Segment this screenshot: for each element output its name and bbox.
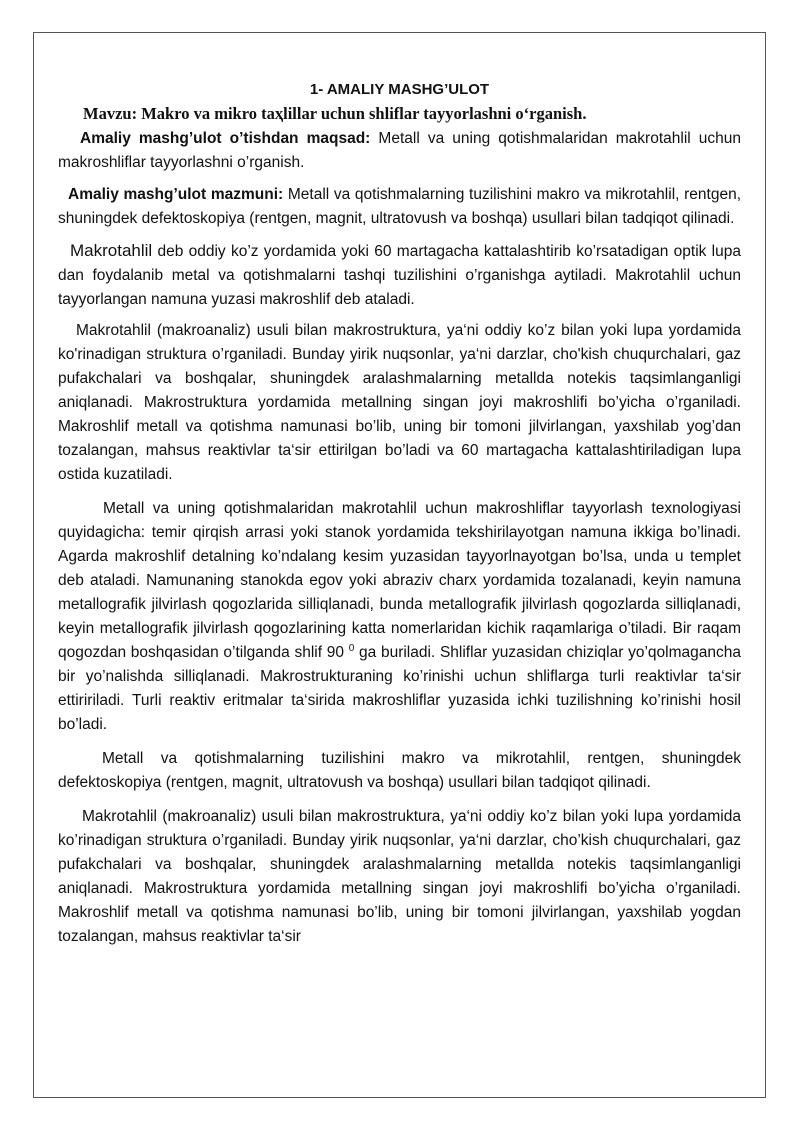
macroanalysis-paragraph: Makrotahlil (makroanaliz) usuli bilan makrostruktura, ya‘ni oddiy ko’z bilan yoki lupa yordamida ko'rinadigan struktura o’rganiladi. Bunday yirik nuqsonlar, ya‘ni darzlar, cho'kish chuqurchalari, gaz pufakchalari va boshqalar, shuningdek aralashmalarning metallda notekis taqsimlanganligi aniqlanadi. Makrostruktura yordamida metallning singan joyi makroshlifi bo’yicha o’rganiladi. Makroshlif metall va qotishma namunasi bo’lib, uning bir tomoni jilvirlangan, yaxshilab yog’dan tozalangan, mahsus reaktivlar ta‘sir ettirilgan bo’ladi va 60 martagacha kattalashtiriladigan lupa ostida kuzatiladi.	[58, 322, 741, 483]
document-topic: Mavzu: Makro va mikro taҳlillar uchun shliflar tayyorlashni oʻrganish.	[83, 104, 587, 123]
content-label: Amaliy mashg’ulot mazmuni:	[68, 186, 284, 203]
technology-paragraph	[58, 497, 741, 737]
document-body	[58, 78, 741, 949]
methods-paragraph: Metall va qotishmalarning tuzilishini makro va mikrotahlil, rentgen, shuningdek defektoskopiya (rentgen, magnit, ultratovush va boshqa) usullari bilan tadqiqot qilinadi.	[58, 750, 741, 791]
document-title: 1- AMALIY MASHG’ULOT	[309, 81, 490, 98]
macro-definition-paragraph	[58, 239, 741, 312]
technology-text-end: ga buriladi. Shliflar yuzasidan chiziqlar yo’qolmagancha bir yo’nalishda silliqlanadi. Makrostrukturaning ko’rinishi uchun shliflarga turli reaktivlar ta‘sir ettiririladi. Turli reaktiv eritmalar ta‘sirida makroshliflar yuzasida ichki tuzilishning ko’rinishi hosil bo’ladi.	[58, 644, 741, 733]
technology-text-start: Metall va uning qotishmalaridan makrotahlil uchun makroshliflar tayyorlash texnologiyasi quyidagicha: temir qirqish arrasi yoki stanok yordamida tekshirilayotgan namuna ikkiga bo’linadi. Agarda makroshlif detalning ko’ndalang kesim yuzasidan tayyorlnayotgan bo’lsa, unda u templet deb ataladi. Namunaning stanokda egov yoki abraziv charx yordamida tozalanadi, keyin namuna metallografik jilvirlash qogozlarida silliqlanadi, bunda metallografik jilvirlash qogozlarda silliqlanadi, keyin metallografik jilvirlash qogozlarining katta nomerlaridan kichik raqamlariga o’tiladi. Bir raqam qogozdan boshqasidan o’tilganda shlif 90	[58, 500, 741, 661]
degree-superscript: 0	[348, 642, 355, 654]
goal-text: Metall va uning qotishmalaridan makrotahlil uchun makroshliflar tayyorlashni o’rganish.	[58, 130, 742, 171]
macro-lead-word: Makrotahlil	[70, 241, 153, 260]
goal-label: Amaliy mashg’ulot o’tishdan maqsad:	[80, 130, 371, 147]
content-paragraph	[58, 183, 741, 231]
macroanalysis-repeat-paragraph: Makrotahlil (makroanaliz) usuli bilan makrostruktura, ya‘ni oddiy ko’z bilan yoki lupa yordamida ko’rinadigan struktura o’rganiladi. Bunday yirik nuqsonlar, ya‘ni darzlar, cho’kish chuqurchalari, gaz pufakchalari va boshqalar, shuningdek aralashmalarning metallda notekis taqsimlanganligi aniqlanadi. Makrostruktura yordamida metallning singan joyi makroshlifi bo’yicha o’rganiladi. Makroshlif metall va qotishma namunasi bo’lib, uning bir tomoni jilvirlangan, yaxshilab yogdan tozalangan, mahsus reaktivlar ta‘sir	[58, 808, 741, 945]
goal-paragraph	[58, 127, 741, 175]
content-text: Metall va qotishmalarning tuzilishini makro va mikrotahlil, rentgen, shuningdek defektoskopiya (rentgen, magnit, ultratovush va boshqa) usullari bilan tadqiqot qilinadi.	[58, 186, 741, 227]
macro-definition-text: deb oddiy ko’z yordamida yoki 60 martagacha kattalashtirib ko’rsatadigan optik lupa dan foydalanib metal va qotishmalarni tashqi tuzilishini o’rganishga aytiladi. Makrotahlil uchun tayyorlangan namuna yuzasi makroshlif deb ataladi.	[58, 243, 741, 308]
